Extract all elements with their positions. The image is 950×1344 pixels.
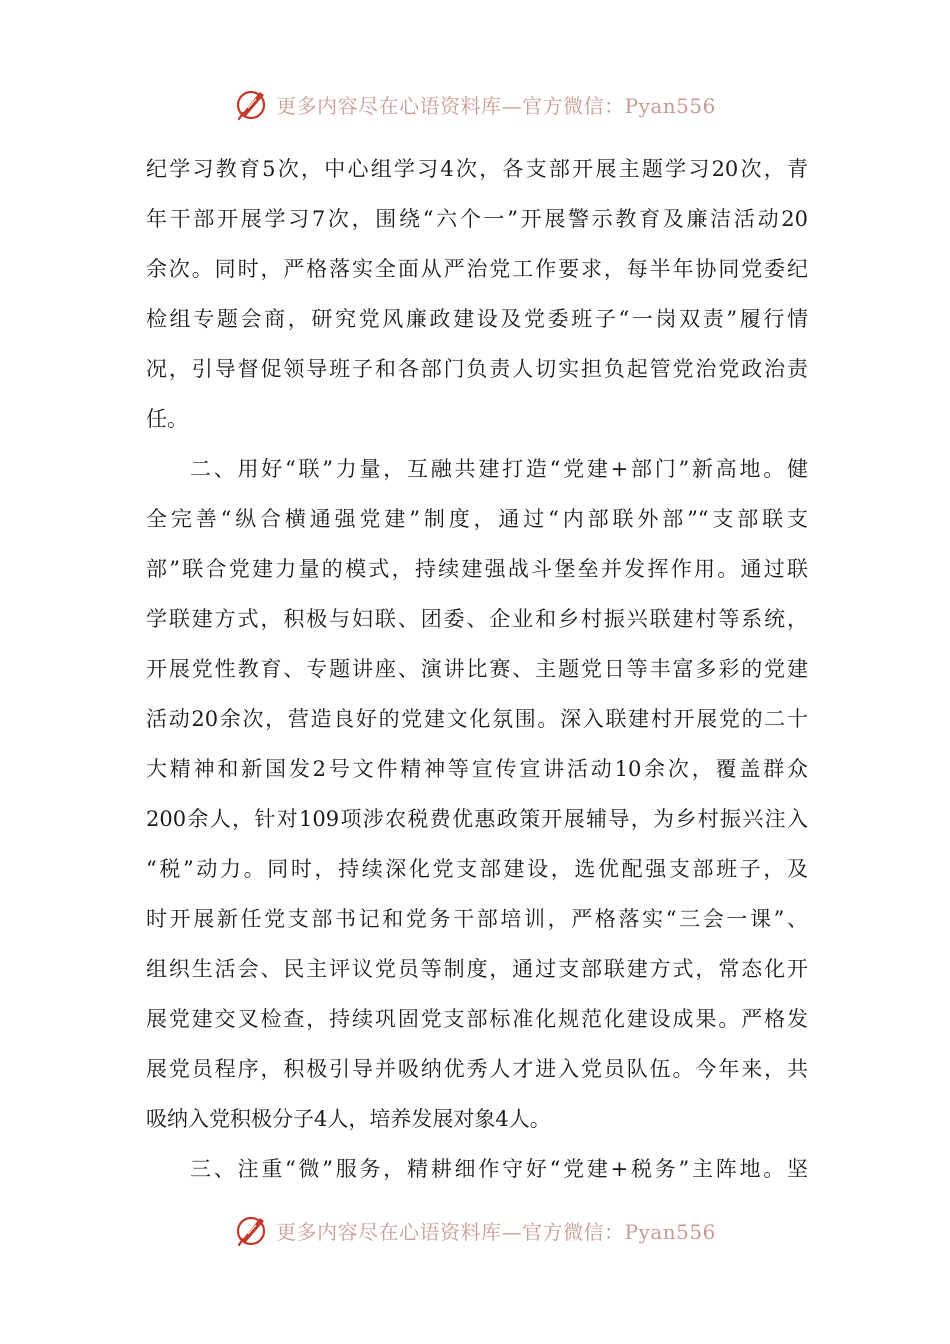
text-line: 余次。同时，严格落实全面从严治党工作要求，每半年协同党委纪 [146, 257, 808, 281]
text-line: 任。 [146, 407, 188, 431]
text-line: 活动20余次，营造良好的党建文化氛围。深入联建村开展党的二十 [146, 707, 808, 731]
text-line: 纪学习教育5次，中心组学习4次，各支部开展主题学习20次，青 [146, 157, 808, 181]
header-banner [0, 82, 950, 126]
text-line: 检组专题会商，研究党风廉政建设及党委班子“一岗双责”履行情 [146, 307, 808, 331]
quill-pen-logo-icon [234, 86, 270, 122]
text-line: 三、注重“微”服务，精耕细作守好“党建+税务”主阵地。坚 [190, 1157, 808, 1181]
text-line: 组织生活会、民主评议党员等制度，通过支部联建方式，常态化开 [146, 957, 808, 981]
text-line: 吸纳入党积极分子4人，培养发展对象4人。 [146, 1107, 551, 1131]
text-line: 展党建交叉检查，持续巩固党支部标准化规范化建设成果。严格发 [146, 1007, 808, 1031]
text-line: 展党员程序，积极引导并吸纳优秀人才进入党员队伍。今年来，共 [146, 1057, 808, 1081]
footer-banner [0, 1208, 950, 1252]
text-line: 部”联合党建力量的模式，持续建强战斗堡垒并发挥作用。通过联 [146, 557, 808, 581]
text-line: 年干部开展学习7次，围绕“六个一”开展警示教育及廉洁活动20 [146, 207, 808, 231]
text-line: 开展党性教育、专题讲座、演讲比赛、主题党日等丰富多彩的党建 [146, 657, 808, 681]
text-line: 学联建方式，积极与妇联、团委、企业和乡村振兴联建村等系统， [146, 607, 808, 631]
text-line: 二、用好“联”力量，互融共建打造“党建+部门”新高地。健 [190, 457, 808, 481]
banner-text: 更多内容尽在心语资料库—官方微信：Pyan556 [276, 93, 716, 118]
text-line: 200余人，针对109项涉农税费优惠政策开展辅导，为乡村振兴注入 [146, 807, 808, 831]
banner-text: 更多内容尽在心语资料库—官方微信：Pyan556 [276, 1219, 716, 1244]
text-line: 全完善“纵合横通强党建”制度，通过“内部联外部”“支部联支 [146, 507, 808, 531]
text-line: 大精神和新国发2号文件精神等宣传宣讲活动10余次，覆盖群众 [146, 757, 808, 781]
quill-pen-logo-icon [234, 1212, 270, 1248]
text-line: 时开展新任党支部书记和党务干部培训，严格落实“三会一课”、 [146, 907, 808, 931]
text-line: 况，引导督促领导班子和各部门负责人切实担负起管党治党政治责 [146, 357, 808, 381]
document-body [146, 144, 808, 1194]
text-line: “税”动力。同时，持续深化党支部建设，选优配强支部班子，及 [146, 857, 808, 881]
